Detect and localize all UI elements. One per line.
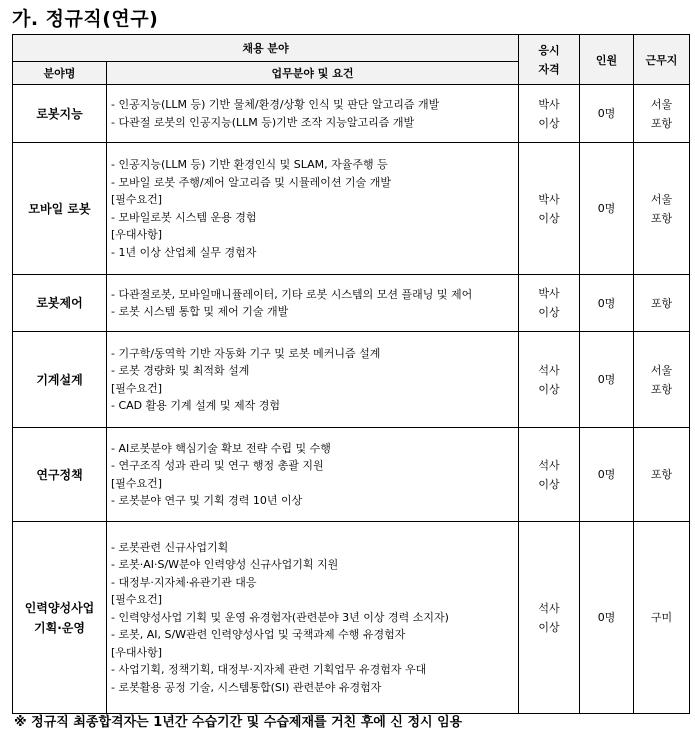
requirement-line: - 로봇분야 연구 및 기획 경력 10년 이상 bbox=[111, 494, 303, 507]
qualification-cell: 박사 이상 bbox=[519, 85, 580, 143]
requirement-line: [필수요건] bbox=[111, 193, 163, 206]
field-name-cell: 모바일 로봇 bbox=[13, 143, 107, 275]
header-headcount: 인원 bbox=[580, 35, 634, 85]
requirement-line: - 로봇관련 신규사업기획 bbox=[111, 540, 229, 554]
requirement-line: - AI로봇분야 핵심기술 확보 전략 수립 및 수행 bbox=[111, 441, 331, 455]
requirement-line: [우대사항] bbox=[111, 228, 163, 241]
headcount-cell: 0명 bbox=[580, 428, 634, 522]
header-hiring-field: 채용 분야 bbox=[13, 35, 519, 62]
table-row bbox=[13, 332, 690, 428]
header-field-name: 분야명 bbox=[13, 62, 107, 85]
requirement-line: [필수요건] bbox=[111, 476, 163, 490]
qualification-cell: 박사 이상 bbox=[519, 275, 580, 332]
location-cell: 포항 bbox=[634, 275, 690, 332]
requirement-line: [필수요건] bbox=[111, 381, 163, 395]
requirement-line: - 모바일로봇 시스템 운용 경험 bbox=[111, 210, 257, 224]
requirement-line: - 사업기획, 정책기획, 대정부·지자체 관련 기획업무 유경험자 우대 bbox=[111, 663, 427, 677]
qualification-cell: 석사 이상 bbox=[519, 428, 580, 522]
field-name-cell: 로봇지능 bbox=[13, 85, 107, 143]
location-cell: 서울 포항 bbox=[634, 332, 690, 428]
requirement-line: - 1년 이상 산업체 실무 경험자 bbox=[111, 245, 257, 259]
requirement-line: - 로봇·AI·S/W분야 인력양성 신규사업기획 지원 bbox=[111, 558, 339, 572]
duty-requirements-cell bbox=[107, 428, 519, 522]
requirement-line: [우대사항] bbox=[111, 645, 163, 659]
duty-requirements-cell bbox=[107, 522, 519, 714]
requirement-line: - 인력양성사업 기획 및 운영 유경험자(관련분야 3년 이상 경력 소지자) bbox=[111, 610, 449, 624]
footnote: ※ 정규직 최종합격자는 1년간 수습기간 및 수습제재를 거친 후에 신 정시 임용 bbox=[14, 715, 463, 730]
headcount-cell: 0명 bbox=[580, 522, 634, 714]
location-cell: 서울 포항 bbox=[634, 85, 690, 143]
duty-requirements-cell bbox=[107, 332, 519, 428]
recruitment-table bbox=[12, 34, 690, 714]
location-cell: 포항 bbox=[634, 428, 690, 522]
table-row bbox=[13, 428, 690, 522]
requirement-line: - 로봇활용 공정 기술, 시스템통합(SI) 관련분야 유경험자 bbox=[111, 680, 382, 694]
table-row bbox=[13, 143, 690, 275]
location-cell: 서울 포항 bbox=[634, 143, 690, 275]
requirement-line: - 대정부·지자체·유관기관 대응 bbox=[111, 575, 257, 589]
qualification-cell: 박사 이상 bbox=[519, 143, 580, 275]
field-name-cell: 연구정책 bbox=[13, 428, 107, 522]
field-name-cell: 로봇제어 bbox=[13, 275, 107, 332]
headcount-cell: 0명 bbox=[580, 143, 634, 275]
header-location: 근무지 bbox=[634, 35, 690, 85]
requirement-line: - 다관절로봇, 모바일매니퓰레이터, 기타 로봇 시스템의 모션 플래닝 및 제어 bbox=[111, 287, 473, 301]
location-cell: 구미 bbox=[634, 522, 690, 714]
qualification-cell: 석사 이상 bbox=[519, 522, 580, 714]
table-row bbox=[13, 85, 690, 143]
field-name-cell: 인력양성사업 기획·운영 bbox=[13, 522, 107, 714]
requirement-line: - 로봇, AI, S/W관련 인력양성사업 및 국책과제 수행 유경험자 bbox=[111, 628, 406, 642]
qualification-cell: 석사 이상 bbox=[519, 332, 580, 428]
requirement-line: - 로봇 시스템 통합 및 제어 기술 개발 bbox=[111, 305, 289, 318]
requirement-line: - 인공지능(LLM 등) 기반 물체/환경/상황 인식 및 판단 알고리즘 개발 bbox=[111, 98, 440, 111]
headcount-cell: 0명 bbox=[580, 332, 634, 428]
requirement-line: [필수요건] bbox=[111, 593, 163, 607]
requirement-line: - 기구학/동역학 기반 자동화 기구 및 로봇 메커니즘 설계 bbox=[111, 346, 381, 360]
section-title: 가. 정규직(연구) bbox=[12, 8, 159, 30]
requirement-line: - 연구조직 성과 관리 및 연구 행정 총괄 지원 bbox=[111, 459, 324, 472]
table-row bbox=[13, 275, 690, 332]
requirement-line: - 다관절 로봇의 인공지능(LLM 등)기반 조작 지능알고리즘 개발 bbox=[111, 115, 415, 129]
headcount-cell: 0명 bbox=[580, 85, 634, 143]
requirement-line: - CAD 활용 기계 설계 및 제작 경험 bbox=[111, 399, 281, 412]
requirement-line: - 로봇 경량화 및 최적화 설계 bbox=[111, 364, 250, 377]
requirement-line: - 모바일 로봇 주행/제어 알고리즘 및 시뮬레이션 기술 개발 bbox=[111, 175, 392, 189]
table-row bbox=[13, 522, 690, 714]
header-duty-requirements: 업무분야 및 요건 bbox=[107, 62, 519, 85]
field-name-cell: 기계설계 bbox=[13, 332, 107, 428]
headcount-cell: 0명 bbox=[580, 275, 634, 332]
duty-requirements-cell bbox=[107, 143, 519, 275]
duty-requirements-cell bbox=[107, 275, 519, 332]
duty-requirements-cell bbox=[107, 85, 519, 143]
requirement-line: - 인공지능(LLM 등) 기반 환경인식 및 SLAM, 자율주행 등 bbox=[111, 158, 388, 171]
header-qualification: 응시 자격 bbox=[519, 35, 580, 85]
